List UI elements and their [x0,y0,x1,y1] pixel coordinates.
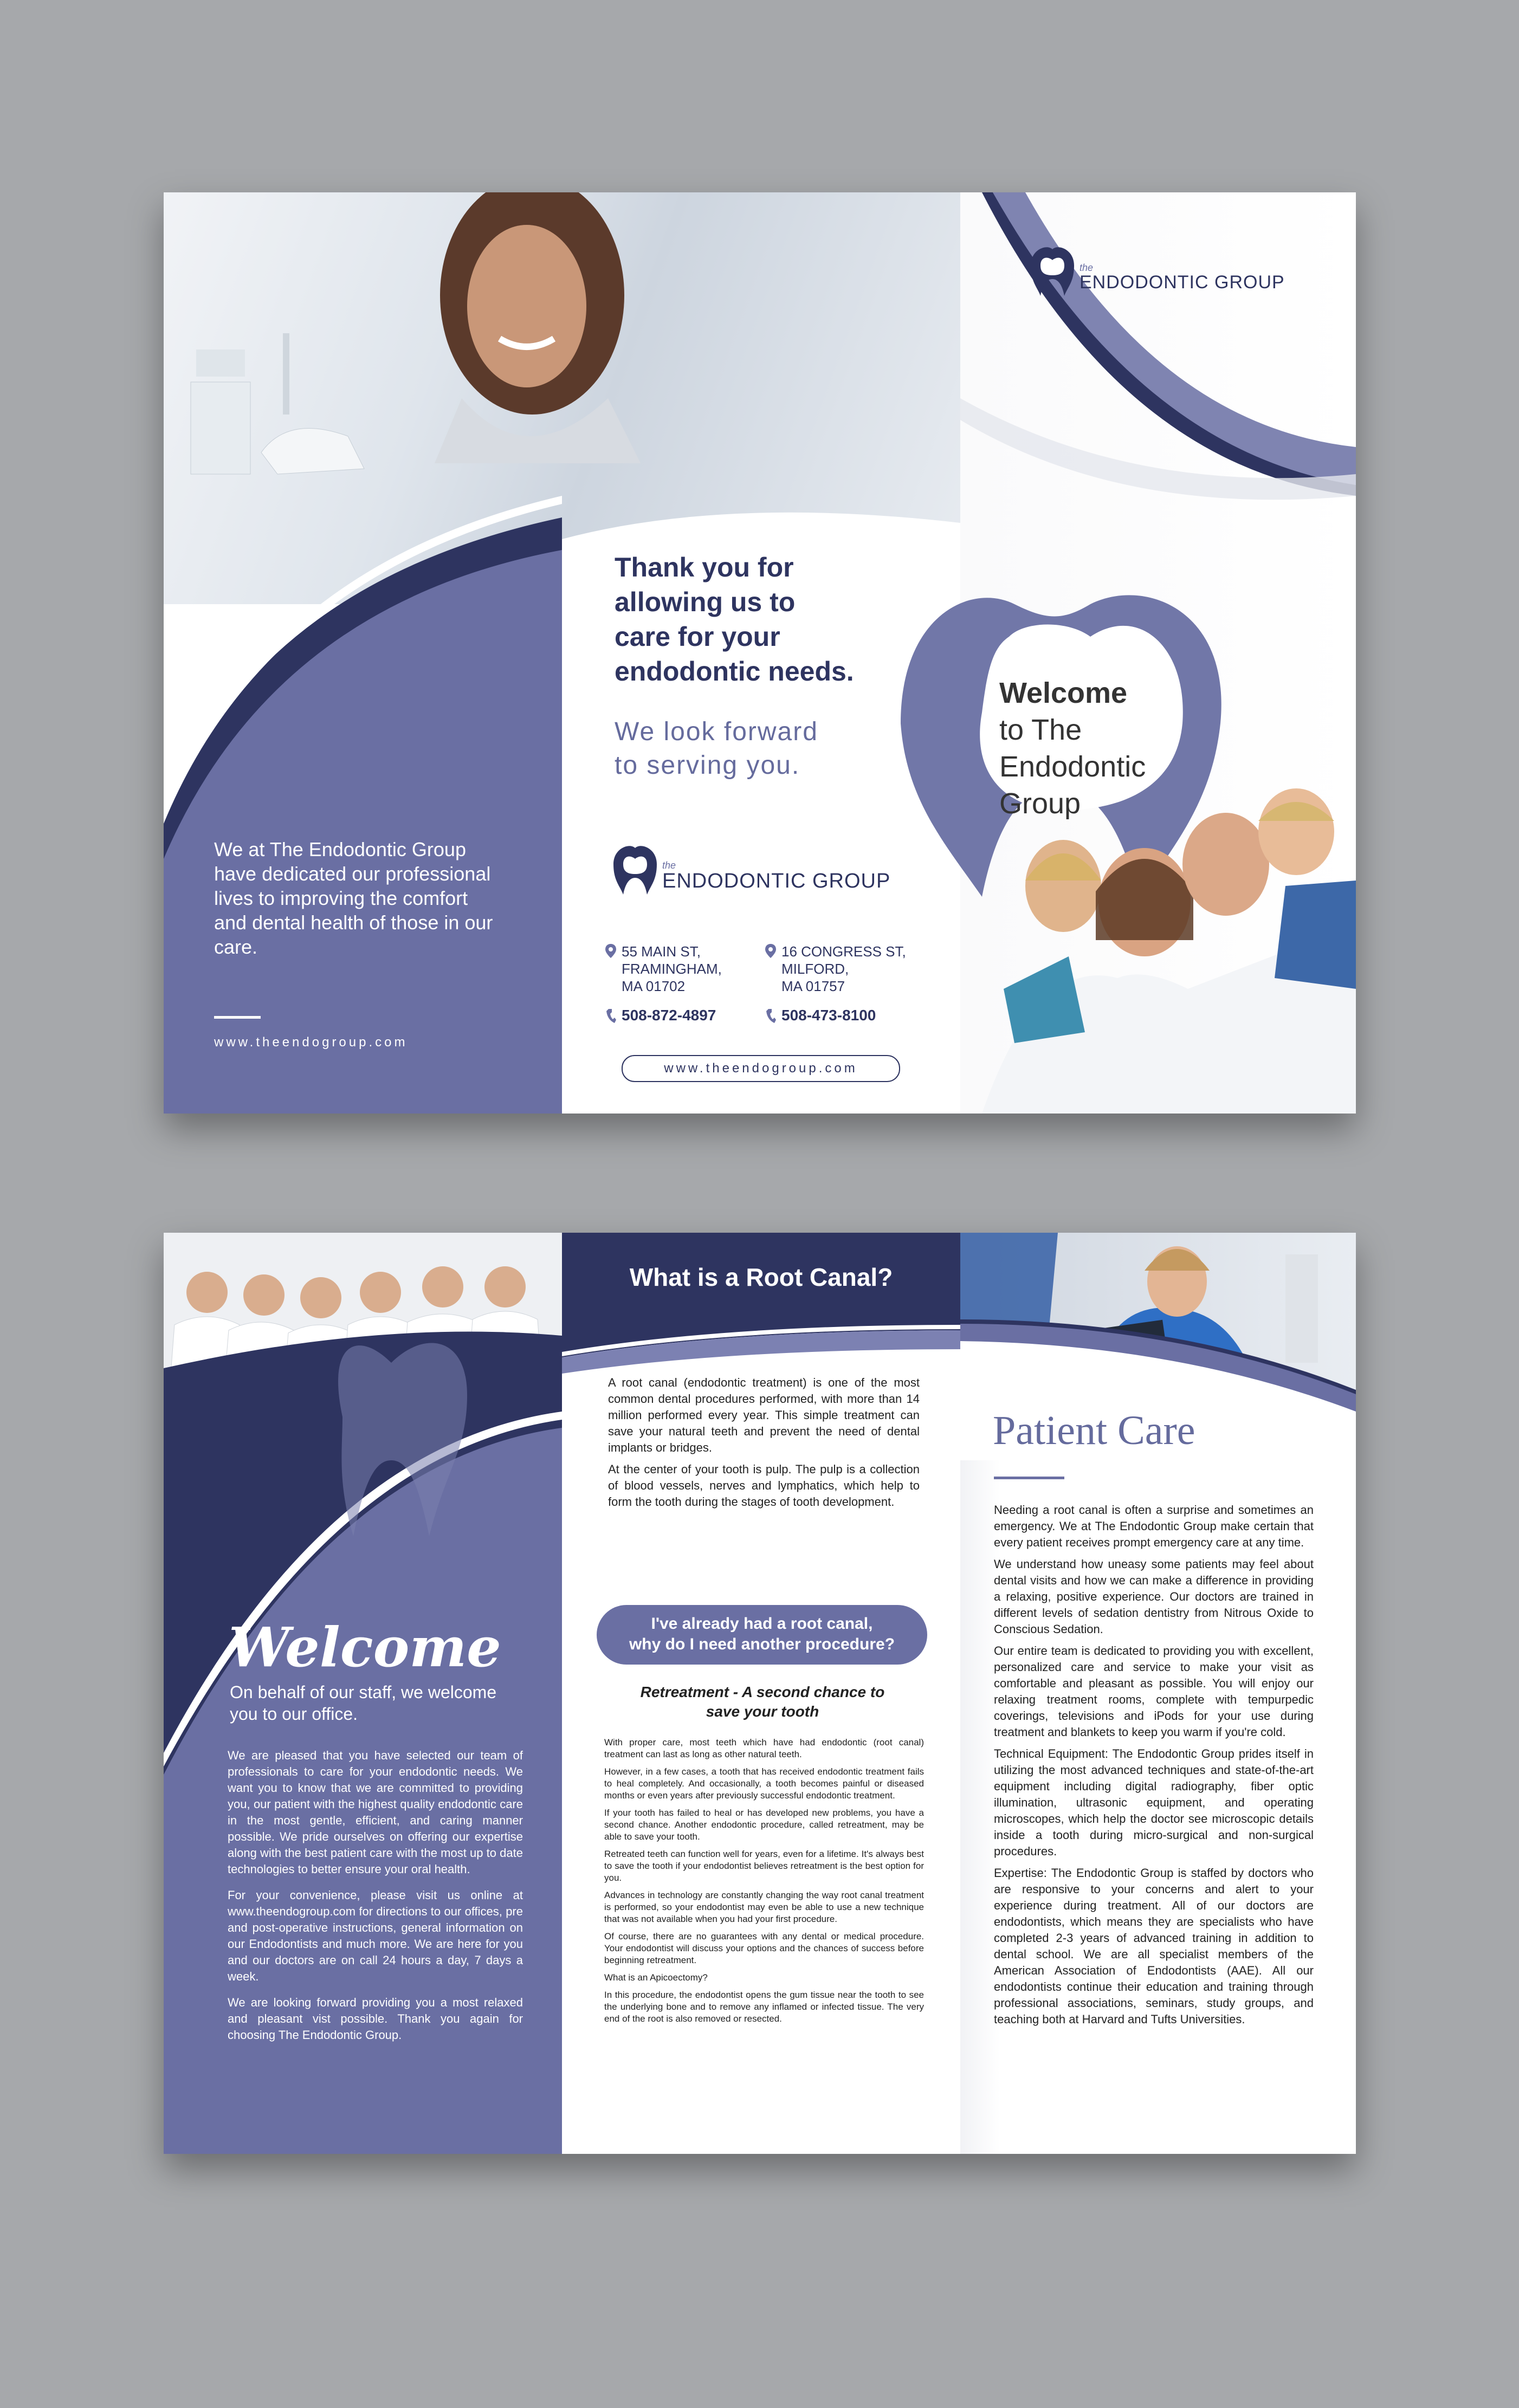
logo-name: ENDODONTIC GROUP [1080,272,1285,293]
headline-line: endodontic needs. [615,656,854,687]
headline-line: Thank you for [615,552,794,582]
intro-text: We at The Endodontic Group have dedicated our professional lives to improving the comfort and dental health of those in our care. [214,838,493,958]
address-line: 16 CONGRESS ST, [781,943,906,960]
welcome-line: Group [999,787,1081,820]
middle-website-button[interactable]: www.theendogroup.com [622,1055,900,1082]
logo-name: ENDODONTIC GROUP [662,870,891,892]
paragraph: We are pleased that you have selected our team of professionals to care for your endodontic needs. We want you to know that we are committed to providing you, our patient with the highest quality endodontic care in the most gentle, efficient, and caring manner possible. We pride ourselves on offering our expertise along with the best patient care with the most up to date technologies to better ensure your oral health. [228,1749,523,1876]
map-pin-icon [605,944,616,958]
paragraph: For your convenience, please visit us online at www.theendogroup.com for directions to our offices, pre and post-operative instructions, general information on our Endodontists and much more. We are here for you and our doctors are on call 24 hours a day, 7 days a week. [228,1888,523,1983]
pill-line: I've already had a root canal, [651,1615,873,1633]
phone-number[interactable]: 508-473-8100 [781,1007,876,1024]
left-panel-background [164,192,562,1114]
patient-care-body [994,1502,1314,2033]
right-logo [1025,244,1329,298]
welcome-line: Welcome [999,677,1128,709]
patient-care-title: Patient Care [993,1408,1195,1453]
middle-logo [608,843,912,902]
paragraph: Needing a root canal is often a surprise and sometimes an emergency. We at The Endodontic Group make certain that every patient receives prompt emergency care at any time. [994,1503,1314,1549]
retreatment-question-pill [597,1605,927,1665]
tooth-logo-icon [608,843,662,897]
paragraph: Expertise: The Endodontic Group is staffed by doctors who are responsive to your concerns and alert to your experience during treatment. All of our doctors are endodontists, which means they are specialists who have completed 2-3 years of advanced training in addition to dental school. We are all specialist members of the American Association of Endodontists (AAE). All our endodontists continue their education and training through professional associations, seminars, study groups, and teaching both at Harvard and Tufts Universities. [994,1866,1314,2026]
address-line: FRAMINGHAM, [622,961,722,977]
thank-you-headline [615,550,854,689]
root-canal-body [608,1375,920,1516]
welcome-line: to The [999,714,1082,746]
address-line: 55 MAIN ST, [622,943,701,960]
serving-subhead [615,715,818,782]
retreatment-body [604,1737,924,2030]
welcome-subtitle: On behalf of our staff, we welcome you to our office. [230,1682,497,1724]
logo-the: the [1080,262,1094,273]
welcome-script-title: Welcome [229,1615,501,1679]
inside-right-panel [960,1233,1356,2154]
headline-line: care for your [615,622,780,652]
retreat-title-line: Retreatment - A second chance to [640,1684,885,1700]
brochure-inside [164,1233,1356,2154]
left-website-link[interactable]: www.theendogroup.com [214,1035,408,1050]
welcome-line: Endodontic [999,750,1146,783]
paragraph: Technical Equipment: The Endodontic Group prides itself in utilizing the most advanced techniques and state-of-the-art equipment including digital radiography, fiber optic illumination, ultrasonic equipment, and operating microscopes, which help the doctor see microscopic details inside a tooth during micro-surgical and non-surgical procedures. [994,1747,1314,1858]
title-underline [994,1477,1064,1479]
phone-icon [766,1009,776,1023]
paragraph: Retreated teeth can function well for years, even for a lifetime. It's always best to save the tooth if your endodontist believes retreatment is the best option for you. [604,1849,924,1883]
address [781,943,906,995]
paragraph: Of course, there are no guarantees with any dental or medical procedure. Your endodontist will discuss your options and the chances of success before beginning retreatment. [604,1931,924,1965]
pill-line: why do I need another procedure? [629,1635,895,1653]
brochure-outside [164,192,1356,1114]
paragraph: Advances in technology are constantly changing the way root canal treatment is performed, so your endodontist may even be able to use a new technique that was not available when you had your first procedure. [604,1890,924,1924]
welcome-body [228,1747,523,2049]
paragraph: Our entire team is dedicated to providing you with excellent, personalized care and service to make your visit as comfortable and pleasant as possible. You will enjoy our relaxing treatment rooms, complete with tempurpedic coverings, televisions and iPods for your use during treatment and blankets to keep you warm if you're cold. [994,1644,1314,1739]
address-line: MA 01757 [781,978,845,994]
paragraph: With proper care, most teeth which have had endodontic (root canal) treatment can last as long as other natural teeth. [604,1737,924,1759]
subhead-line: We look forward [615,717,818,746]
retreatment-title [594,1682,930,1721]
phone-icon [606,1009,616,1023]
paragraph: A root canal (endodontic treatment) is one of the most common dental procedures performed, with more than 14 million performed every year. This simple treatment can save your natural teeth and prevent the need of dental implants or bridges. [608,1376,920,1454]
paragraph: However, in a few cases, a tooth that has received endodontic treatment fails to heal completely. And occasionally, a tooth becomes painful or diseased months or even years after previously successful endodontic treatment. [604,1766,924,1801]
paragraph: If your tooth has failed to heal or has developed new problems, you have a second chance. Another endodontic procedure, called retreatment, may be able to save your tooth. [604,1808,924,1842]
divider-line [214,1016,261,1019]
retreat-title-line: save your tooth [706,1703,819,1720]
paragraph: What is an Apicoectomy? [604,1972,708,1983]
map-pin-icon [765,944,776,958]
subhead-line: to serving you. [615,751,800,780]
middle-header-shape [562,1233,960,1395]
phone-number[interactable]: 508-872-4897 [622,1007,716,1024]
paragraph: At the center of your tooth is pulp. The pulp is a collection of blood vessels, nerves and lymphatics, which help to form the tooth during the stages of tooth development. [608,1462,920,1509]
tooth-logo-icon [1025,244,1080,298]
root-canal-title: What is a Root Canal? [629,1263,893,1291]
headline-line: allowing us to [615,587,796,617]
paragraph: In this procedure, the endodontist opens the gum tissue near the tooth to see the underlying bone and to remove any inflamed or infected tissue. The very end of the root is also removed or resected. [604,1990,924,2024]
paragraph: We understand how uneasy some patients may feel about dental visits and how we can make a difference in providing a relaxing, positive experience. Our doctors are trained in different levels of sedation dentistry from Nitrous Oxide to Conscious Sedation. [994,1557,1314,1636]
inside-middle-panel [562,1233,960,2154]
address-line: MILFORD, [781,961,849,977]
inside-left-panel [164,1233,562,2154]
welcome-heading [999,675,1146,822]
logo-the: the [662,860,676,871]
address [622,943,722,995]
address-line: MA 01702 [622,978,686,994]
right-panel-background [960,192,1356,1114]
paragraph: We are looking forward providing you a most relaxed and pleasant vist possible. Thank you again for choosing The Endodontic Group. [228,1996,523,2042]
